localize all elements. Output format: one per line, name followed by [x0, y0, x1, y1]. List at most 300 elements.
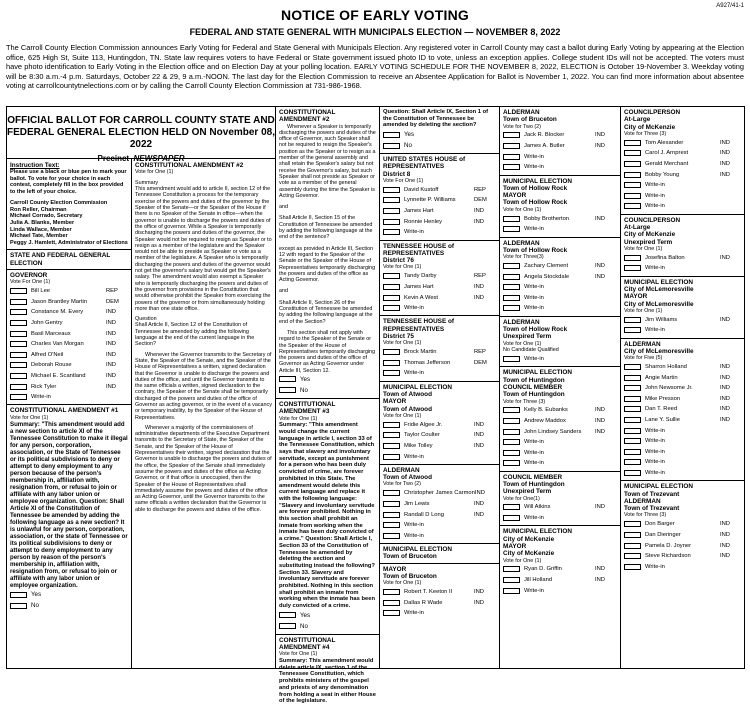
- candidate-name: James A. Butler: [524, 143, 565, 150]
- amendment-4-vote-for: Vote for One (1): [279, 651, 318, 658]
- vote-oval[interactable]: [383, 610, 400, 616]
- amendment-2-text-5: Whenever a Speaker is temporarily discharging the powers and duties of the office of Governor, such Speaker shall not be required to resign the Speaker's position as the Speaker or to resign as a member of the general assembly and shall retain the Speaker's salary but not receive the Governor's salary, but such Speaker shall not preside as Speaker or vote as a member of the general assembly during the time the Speaker is Acting Governor.: [279, 123, 376, 199]
- commission-member: Carroll County Election Commission: [10, 200, 108, 207]
- and-label: and: [279, 204, 288, 211]
- write-in-option[interactable]: [503, 585, 617, 596]
- candidate-name: Dan Dieringer: [645, 531, 681, 538]
- vote-oval[interactable]: [503, 274, 520, 280]
- candidate-name: Write-in: [524, 305, 544, 312]
- write-in-option[interactable]: [503, 458, 617, 469]
- candidate-option[interactable]: [624, 404, 742, 415]
- race-title: MUNICIPAL ELECTION: [503, 177, 572, 185]
- office-subtitle: City of McLemoresville: [624, 347, 694, 355]
- candidate-option[interactable]: [10, 297, 128, 308]
- vote-oval[interactable]: [624, 417, 641, 423]
- write-in-option[interactable]: [503, 437, 617, 448]
- candidate-option[interactable]: [503, 564, 617, 575]
- candidate-option[interactable]: [503, 416, 617, 427]
- vote-oval[interactable]: [624, 385, 641, 391]
- vote-oval[interactable]: [383, 370, 400, 376]
- candidate-option[interactable]: [383, 587, 496, 598]
- office-title: ALDERMAN: [624, 340, 661, 348]
- vote-oval[interactable]: [383, 432, 400, 438]
- candidate-option[interactable]: [503, 405, 617, 416]
- candidate-name: Carol J. Arnprest: [645, 150, 689, 157]
- candidate-name: John Newsome Jr.: [645, 385, 693, 392]
- candidate-name: Christopher James Carmon: [404, 490, 475, 497]
- candidate-option[interactable]: [624, 169, 742, 180]
- write-in-option[interactable]: [624, 425, 742, 436]
- ballot-title: OFFICIAL BALLOT FOR CARROLL COUNTY STATE AND FEDERAL GENERAL ELECTION HELD ON November 08, 2022: [7, 115, 276, 150]
- race-mckenzie-mayor: [500, 526, 620, 598]
- vote-oval[interactable]: [383, 143, 400, 149]
- vote-oval[interactable]: [624, 521, 641, 527]
- write-in-option[interactable]: [383, 451, 496, 462]
- amendment-1-text: Summary: "This amendment would add a new section to article XI of the Tennessee Constitution to make it illegal for any person, corporation, association, or the State of Tennessee or its political subdivisions to deny or attempt to deny employment to any person because of the person's membership in, affiliation with, resignation from, or refusal to join or affiliate with any labor union or employee organization. Question: Shall Article XI of the Constitution of Tennessee be amended by adding the following language as a new section? It is unlawful for any person, corporation, association, or the state of Tennessee or its political subdivisions to deny or attempt to deny employment to any person by reason of the person's membership in, affiliation with, resignation from, or refusal to join or affiliate with any labor union or employee organization.: [10, 421, 128, 590]
- vote-for-label: Vote for Three(3): [503, 254, 544, 261]
- amendment-4-yes[interactable]: [383, 129, 496, 140]
- candidate-option[interactable]: [624, 314, 742, 325]
- vote-oval[interactable]: [503, 216, 520, 222]
- race-subtitle: Town of Atwood: [383, 390, 432, 398]
- party-label: IND: [595, 577, 605, 584]
- vote-oval[interactable]: [10, 288, 27, 294]
- candidate-option[interactable]: [503, 261, 617, 272]
- candidate-option[interactable]: [383, 441, 496, 452]
- vote-oval[interactable]: [503, 450, 520, 456]
- amendment-3-no[interactable]: [279, 621, 376, 632]
- vote-oval[interactable]: [383, 490, 400, 496]
- write-in-option[interactable]: [503, 513, 617, 524]
- candidate-option[interactable]: [383, 195, 496, 206]
- vote-oval[interactable]: [503, 588, 520, 594]
- candidate-name: Andrew Maddox: [524, 418, 566, 425]
- vote-for-label: Vote for Two (2): [383, 481, 421, 488]
- vote-oval[interactable]: [624, 203, 641, 209]
- candidate-name: Taylor Coulter: [404, 432, 440, 439]
- candidate-name: Charles Van Morgan: [31, 341, 84, 348]
- candidate-name: Angela Stockdale: [524, 273, 570, 280]
- vote-oval[interactable]: [624, 265, 641, 271]
- candidate-option[interactable]: [503, 271, 617, 282]
- amendment-1-no[interactable]: [10, 600, 128, 611]
- candidate-option[interactable]: [10, 360, 128, 371]
- vote-oval[interactable]: [503, 515, 520, 521]
- party-label: IND: [106, 320, 116, 327]
- candidate-option[interactable]: [383, 206, 496, 217]
- write-in-option[interactable]: [624, 468, 742, 479]
- vote-oval[interactable]: [624, 449, 641, 455]
- write-in-option[interactable]: [503, 224, 617, 235]
- amendment-4-question: [380, 107, 499, 154]
- candidate-option[interactable]: [624, 394, 742, 405]
- candidate-option[interactable]: [10, 350, 128, 361]
- candidate-option[interactable]: [503, 141, 617, 152]
- vote-oval[interactable]: [383, 208, 400, 214]
- candidate-name: Write-in: [645, 563, 665, 570]
- vote-oval[interactable]: [503, 305, 520, 311]
- vote-oval[interactable]: [503, 429, 520, 435]
- candidate-option[interactable]: [383, 347, 496, 358]
- amendment-4-no[interactable]: [383, 140, 496, 151]
- yes-label: Yes: [404, 131, 415, 139]
- vote-oval[interactable]: [383, 589, 400, 595]
- race-huntingdon-council: [500, 367, 620, 471]
- candidate-option[interactable]: [383, 271, 496, 282]
- office-subtitle: At-Large: [624, 116, 651, 124]
- vote-oval[interactable]: [503, 356, 520, 362]
- vote-oval[interactable]: [383, 197, 400, 203]
- vote-oval[interactable]: [279, 376, 296, 382]
- no-label: No: [404, 142, 412, 150]
- vote-oval[interactable]: [10, 331, 27, 337]
- vote-oval[interactable]: [383, 512, 400, 518]
- vote-oval[interactable]: [279, 387, 296, 393]
- vote-oval[interactable]: [383, 600, 400, 606]
- candidate-name: Mike Presson: [645, 395, 681, 402]
- candidate-option[interactable]: [10, 371, 128, 382]
- candidate-option[interactable]: [624, 383, 742, 394]
- vote-oval[interactable]: [624, 193, 641, 199]
- party-label: IND: [474, 500, 484, 507]
- office-title: ALDERMAN: [503, 318, 540, 326]
- party-label: IND: [720, 406, 730, 413]
- party-label: IND: [106, 383, 116, 390]
- vote-oval[interactable]: [279, 623, 296, 629]
- candidate-option[interactable]: [624, 159, 742, 170]
- race-title: UNITED STATES HOUSE of REPRESENTATIVES: [383, 156, 466, 171]
- candidate-name: Write-in: [404, 305, 424, 312]
- candidate-option[interactable]: [10, 339, 128, 350]
- vote-oval[interactable]: [624, 428, 641, 434]
- office-title: MAYOR: [624, 293, 648, 301]
- vote-for-label: Vote for One (1): [383, 580, 422, 587]
- candidate-option[interactable]: [624, 519, 742, 530]
- candidate-name: Write-in: [645, 448, 665, 455]
- candidate-option[interactable]: [503, 130, 617, 141]
- vote-oval[interactable]: [383, 533, 400, 539]
- candidate-option[interactable]: [624, 372, 742, 383]
- vote-oval[interactable]: [10, 352, 27, 358]
- party-label: IND: [720, 171, 730, 178]
- vote-oval[interactable]: [383, 295, 400, 301]
- candidate-name: Write-in: [645, 327, 665, 334]
- write-in-option[interactable]: [503, 162, 617, 173]
- write-in-option[interactable]: [624, 201, 742, 212]
- vote-oval[interactable]: [10, 320, 27, 326]
- vote-oval[interactable]: [10, 394, 27, 400]
- office-subtitle: Town of Bruceton: [383, 572, 437, 580]
- vote-oval[interactable]: [383, 132, 400, 138]
- candidate-option[interactable]: [624, 148, 742, 159]
- vote-oval[interactable]: [10, 299, 27, 305]
- vote-oval[interactable]: [624, 438, 641, 444]
- write-in-option[interactable]: [624, 561, 742, 572]
- vote-oval[interactable]: [503, 418, 520, 424]
- race-mckenzie-unexpired: [621, 215, 745, 277]
- vote-oval[interactable]: [10, 341, 27, 347]
- candidate-name: Write-in: [645, 438, 665, 445]
- candidate-name: Jim Lewis: [404, 500, 430, 507]
- and-label: and: [279, 288, 288, 295]
- race-trezevant-alderman: [621, 481, 745, 574]
- office-subtitle: Town of Atwood: [383, 474, 432, 482]
- write-in-option[interactable]: [383, 530, 496, 541]
- vote-for-label: Vote For One (1): [383, 178, 424, 184]
- party-label: IND: [595, 273, 605, 280]
- office-subtitle: Town of Huntingdon: [503, 481, 565, 488]
- candidate-option[interactable]: [624, 540, 742, 551]
- candidate-name: Michael E. Scantland: [31, 372, 86, 379]
- candidate-name: Write-in: [645, 182, 665, 189]
- race-title: MUNICIPAL ELECTION: [503, 369, 572, 377]
- vote-oval[interactable]: [624, 182, 641, 188]
- office-subtitle-2: City of McKenzie: [624, 123, 676, 131]
- question-label: Question: [135, 316, 157, 323]
- candidate-option[interactable]: [10, 318, 128, 329]
- party-label: IND: [720, 160, 730, 167]
- candidate-option[interactable]: [383, 509, 496, 520]
- candidate-name: John Gentry: [31, 320, 63, 327]
- vote-for-label: Vote for One (1): [383, 340, 422, 347]
- candidate-option[interactable]: [503, 426, 617, 437]
- vote-oval[interactable]: [383, 443, 400, 449]
- party-label: IND: [720, 531, 730, 538]
- vote-oval[interactable]: [624, 396, 641, 402]
- amendment-2-no[interactable]: [279, 385, 376, 396]
- candidate-option[interactable]: [624, 551, 742, 562]
- candidate-option[interactable]: [383, 185, 496, 196]
- vote-oval[interactable]: [10, 362, 27, 368]
- office-subtitle: At-Large: [624, 223, 651, 231]
- vote-oval[interactable]: [624, 564, 641, 570]
- race-subtitle: City of McLemoresville: [624, 285, 694, 293]
- summary-label: Summary: [135, 179, 159, 186]
- vote-oval[interactable]: [503, 504, 520, 510]
- write-in-option[interactable]: [503, 303, 617, 314]
- vote-for-label: Vote for Three (3): [624, 130, 667, 137]
- write-in-option[interactable]: [383, 368, 496, 379]
- candidate-option[interactable]: [503, 502, 617, 513]
- race-governor: [7, 270, 131, 405]
- write-in-option[interactable]: [383, 303, 496, 314]
- vote-oval[interactable]: [383, 305, 400, 311]
- candidate-option[interactable]: [624, 362, 742, 373]
- office-subtitle-2: City of McKenzie: [624, 231, 676, 239]
- vote-oval[interactable]: [503, 460, 520, 466]
- write-in-option[interactable]: [383, 520, 496, 531]
- vote-oval[interactable]: [503, 164, 520, 170]
- office-subtitle: City of McKenzie: [503, 550, 555, 558]
- candidate-option[interactable]: [383, 358, 496, 369]
- vote-oval[interactable]: [383, 229, 400, 235]
- amendment-3-yes[interactable]: [279, 610, 376, 621]
- candidate-name: John Lindsey Sanders: [524, 428, 582, 435]
- candidate-name: Josefina Balton: [645, 254, 685, 261]
- vote-oval[interactable]: [383, 501, 400, 507]
- write-in-option[interactable]: [503, 448, 617, 459]
- vote-oval[interactable]: [383, 522, 400, 528]
- section-title: STATE AND FEDERAL GENERAL ELECTION: [10, 252, 111, 267]
- party-label: REP: [106, 288, 118, 295]
- amendment-2-yes[interactable]: [279, 374, 376, 385]
- vote-oval[interactable]: [10, 603, 27, 609]
- vote-oval[interactable]: [383, 349, 400, 355]
- vote-oval[interactable]: [624, 470, 641, 476]
- party-label: IND: [595, 263, 605, 270]
- vote-oval[interactable]: [10, 373, 27, 379]
- vote-oval[interactable]: [624, 406, 641, 412]
- party-label: IND: [720, 553, 730, 560]
- candidate-option[interactable]: [503, 575, 617, 586]
- candidate-option[interactable]: [624, 252, 742, 263]
- vote-oval[interactable]: [624, 532, 641, 538]
- write-in-option[interactable]: [503, 151, 617, 162]
- vote-oval[interactable]: [503, 284, 520, 290]
- candidate-name: Write-in: [404, 522, 424, 529]
- vote-oval[interactable]: [503, 407, 520, 413]
- candidate-option[interactable]: [383, 488, 496, 499]
- ballot-column-4: [380, 107, 499, 668]
- vote-oval[interactable]: [503, 132, 520, 138]
- vote-oval[interactable]: [383, 284, 400, 290]
- candidate-name: Jason Brantley Martin: [31, 298, 88, 305]
- office-subtitle: Town of Atwood: [383, 405, 432, 413]
- candidate-option[interactable]: [383, 216, 496, 227]
- candidate-name: Will Atkins: [524, 504, 551, 511]
- candidate-option[interactable]: [624, 415, 742, 426]
- race-mclemoresville-mayor: [621, 277, 745, 339]
- candidate-name: Write-in: [524, 449, 544, 456]
- vote-oval[interactable]: [624, 161, 641, 167]
- race-mclemoresville-alderman: [621, 339, 745, 482]
- vote-oval[interactable]: [503, 263, 520, 269]
- candidate-name: Randall D Long: [404, 511, 444, 518]
- vote-oval[interactable]: [10, 384, 27, 390]
- candidate-name: Jim Williams: [645, 316, 678, 323]
- candidate-name: Write-in: [524, 294, 544, 301]
- vote-oval[interactable]: [503, 566, 520, 572]
- vote-oval[interactable]: [383, 187, 400, 193]
- vote-oval[interactable]: [624, 255, 641, 261]
- candidate-name: Bobby Brotherton: [524, 215, 570, 222]
- vote-oval[interactable]: [503, 577, 520, 583]
- write-in-option[interactable]: [624, 325, 742, 336]
- candidate-name: Write-in: [524, 460, 544, 467]
- party-label: IND: [595, 407, 605, 414]
- write-in-option[interactable]: [624, 436, 742, 447]
- vote-oval[interactable]: [624, 172, 641, 178]
- vote-oval[interactable]: [10, 592, 27, 598]
- vote-oval[interactable]: [503, 295, 520, 301]
- candidate-option[interactable]: [624, 530, 742, 541]
- candidate-option[interactable]: [383, 419, 496, 430]
- race-subtitle: Town of Trezevant: [624, 490, 680, 498]
- candidate-option[interactable]: [383, 430, 496, 441]
- party-label: IND: [474, 599, 484, 606]
- vote-for-label: Vote for One (1): [503, 206, 542, 213]
- vote-oval[interactable]: [624, 543, 641, 549]
- candidate-option[interactable]: [10, 328, 128, 339]
- write-in-option[interactable]: [383, 608, 496, 619]
- write-in-option[interactable]: [503, 282, 617, 293]
- vote-oval[interactable]: [383, 422, 400, 428]
- vote-oval[interactable]: [279, 612, 296, 618]
- candidate-name: Kevin A West: [404, 294, 439, 301]
- candidate-name: Write-in: [524, 587, 544, 594]
- vote-oval[interactable]: [503, 143, 520, 149]
- candidate-name: Sharron Holland: [645, 364, 687, 371]
- sample-ballot: [6, 106, 745, 705]
- no-label: No: [31, 602, 39, 610]
- candidate-option[interactable]: [383, 292, 496, 303]
- write-in-option[interactable]: [503, 293, 617, 304]
- party-label: IND: [720, 521, 730, 528]
- party-label: IND: [474, 218, 484, 225]
- term-label: Unexpired Term: [503, 333, 552, 341]
- vote-oval[interactable]: [503, 439, 520, 445]
- candidate-option[interactable]: [503, 213, 617, 224]
- write-in-option[interactable]: [624, 457, 742, 468]
- vote-oval[interactable]: [624, 375, 641, 381]
- candidate-name: James Hart: [404, 283, 434, 290]
- vote-oval[interactable]: [624, 150, 641, 156]
- candidate-name: Write-in: [524, 226, 544, 233]
- vote-oval[interactable]: [383, 454, 400, 460]
- write-in-option[interactable]: [624, 180, 742, 191]
- candidate-option[interactable]: [624, 137, 742, 148]
- vote-oval[interactable]: [624, 364, 641, 370]
- candidate-option[interactable]: [383, 282, 496, 293]
- party-label: REP: [474, 273, 486, 280]
- vote-oval[interactable]: [624, 140, 641, 146]
- commission-member: Linda Wallace, Member: [10, 226, 72, 233]
- vote-oval[interactable]: [624, 553, 641, 559]
- vote-oval[interactable]: [383, 360, 400, 366]
- write-in-option[interactable]: [10, 392, 128, 403]
- office-title: MAYOR: [383, 565, 407, 573]
- vote-oval[interactable]: [624, 317, 641, 323]
- vote-oval[interactable]: [383, 273, 400, 279]
- amendment-2-title-cont: CONSTITUTIONAL AMENDMENT #2: [279, 109, 336, 124]
- vote-oval[interactable]: [503, 226, 520, 232]
- race-title: GOVERNOR: [10, 272, 48, 280]
- vote-oval[interactable]: [624, 459, 641, 465]
- candidate-option[interactable]: [10, 286, 128, 297]
- candidate-name: Write-in: [524, 439, 544, 446]
- write-in-option[interactable]: [503, 354, 617, 365]
- vote-oval[interactable]: [10, 309, 27, 315]
- candidate-option[interactable]: [10, 307, 128, 318]
- candidate-option[interactable]: [383, 597, 496, 608]
- amendment-1-yes[interactable]: [10, 589, 128, 600]
- amendment-3-title: CONSTITUTIONAL AMENDMENT #3: [279, 400, 336, 416]
- office-title: ALDERMAN: [503, 239, 540, 247]
- write-in-option[interactable]: [624, 190, 742, 201]
- candidate-option[interactable]: [383, 499, 496, 510]
- write-in-option[interactable]: [383, 227, 496, 238]
- write-in-option[interactable]: [624, 263, 742, 274]
- race-us-house: [380, 154, 499, 240]
- race-title: MUNICIPAL ELECTION: [624, 278, 693, 286]
- candidate-name: Tom Alexander: [645, 139, 684, 146]
- vote-oval[interactable]: [624, 327, 641, 333]
- term-label: Unexpired Term: [503, 488, 552, 496]
- candidate-option[interactable]: [10, 381, 128, 392]
- vote-oval[interactable]: [383, 219, 400, 225]
- vote-oval[interactable]: [503, 154, 520, 160]
- write-in-option[interactable]: [624, 447, 742, 458]
